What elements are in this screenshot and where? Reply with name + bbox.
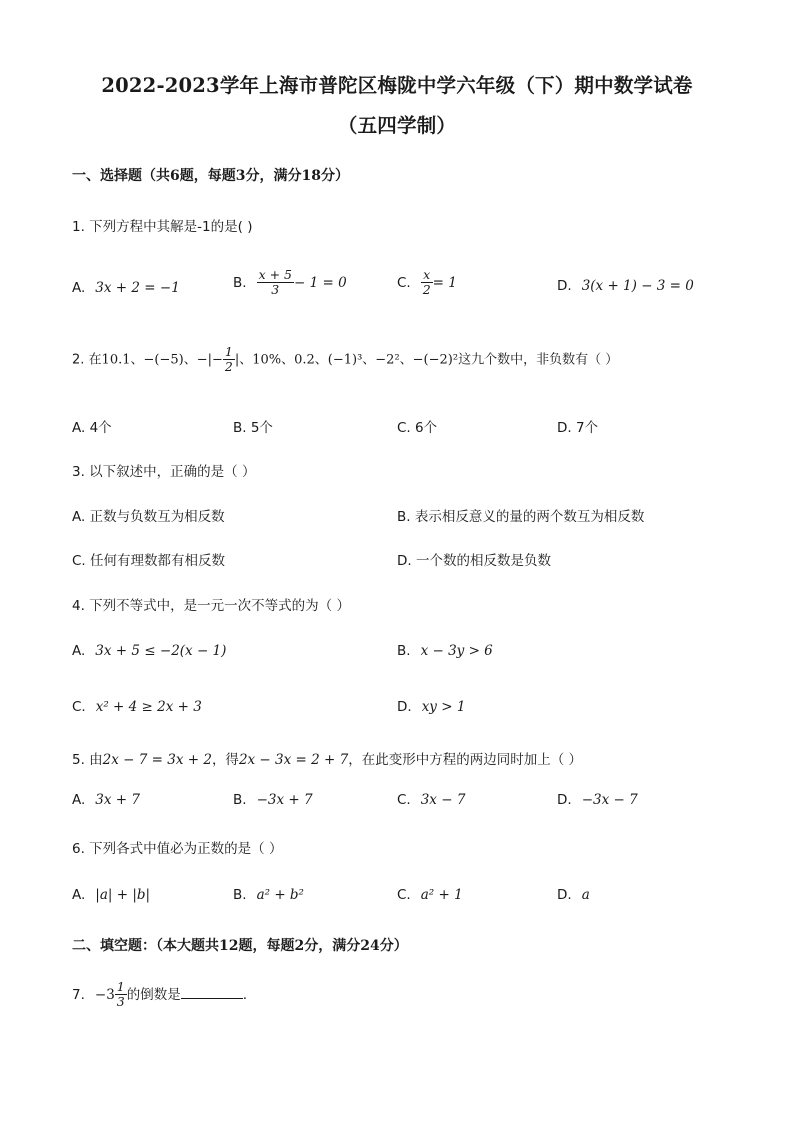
question-4-option-b: B. x − 3y > 6 (397, 643, 493, 659)
question-2-text: 2. 在10.1、−(−5)、−|− $\frac{1}{2}$ |、10%、0.2、(−1)³、−2²、−(−2)²这九个数中，非负数有（ ） (72, 344, 619, 375)
question-6-option-b: B. a² + b² (233, 887, 304, 903)
question-3-option-c: C. 任何有理数都有相反数 (72, 553, 226, 569)
answer-blank[interactable] (181, 984, 243, 999)
question-5-option-d: D. −3x − 7 (557, 792, 638, 808)
question-4-option-a: A. 3x + 5 ≤ −2(x − 1) (72, 643, 227, 659)
question-2-option-b: B. 5个 (233, 420, 273, 436)
question-4-text: 4. 下列不等式中，是一元一次不等式的为（ ） (72, 598, 350, 614)
question-5-option-a: A. 3x + 7 (72, 792, 140, 808)
fraction: $\frac{1}{3}$ (116, 979, 125, 1010)
question-2-option-c: C. 6个 (397, 420, 438, 436)
fraction: $\frac{x}{2}$ (422, 267, 431, 298)
question-4-option-c: C. x² + 4 ≥ 2x + 3 (72, 699, 202, 715)
question-1-option-b: B. $\frac{x + 5}{3}$ − 1 = 0 (233, 267, 347, 298)
question-3-text: 3. 以下叙述中，正确的是（ ） (72, 464, 256, 480)
question-6-option-c: C. a² + 1 (397, 887, 463, 903)
question-5-option-b: B. −3x + 7 (233, 792, 313, 808)
question-6-text: 6. 下列各式中值必为正数的是（ ） (72, 841, 283, 857)
question-6-option-d: D. a (557, 887, 590, 903)
fraction: $\frac{x + 5}{3}$ (258, 267, 292, 298)
question-2-option-d: D. 7个 (557, 420, 599, 436)
section-heading-fill-in: 二、填空题：（本大题共12题，每题2分，满分24分） (72, 938, 408, 954)
section-heading-choice: 一、选择题（共6题，每题3分，满分18分） (72, 168, 349, 184)
question-3-option-d: D. 一个数的相反数是负数 (397, 553, 551, 569)
exam-title: 2022-2023学年上海市普陀区梅陇中学六年级（下）期中数学试卷 (101, 74, 693, 97)
question-3-option-a: A. 正数与负数互为相反数 (72, 509, 225, 525)
question-1-option-d: D. 3(x + 1) − 3 = 0 (557, 278, 694, 294)
exam-subtitle: （五四学制） (337, 114, 457, 137)
question-5-option-c: C. 3x − 7 (397, 792, 466, 808)
question-1-option-a: A. 3x + 2 = −1 (72, 280, 180, 296)
fraction: $\frac{1}{2}$ (224, 344, 233, 375)
question-6-option-a: A. |a| + |b| (72, 887, 151, 903)
question-3-option-b: B. 表示相反意义的量的两个数互为相反数 (397, 509, 645, 525)
question-1-option-c: C. $\frac{x}{2}$ = 1 (397, 267, 457, 298)
question-7-text: 7. −3 $\frac{1}{3}$ 的倒数是 . (72, 979, 248, 1010)
question-1-text: 1. 下列方程中其解是-1的是( ) (72, 219, 253, 235)
question-2-option-a: A. 4个 (72, 420, 112, 436)
question-5-text: 5. 由2x − 7 = 3x + 2，得2x − 3x = 2 + 7，在此变形中方程的两边同时加上（ ） (72, 752, 582, 768)
question-4-option-d: D. xy > 1 (397, 699, 466, 715)
